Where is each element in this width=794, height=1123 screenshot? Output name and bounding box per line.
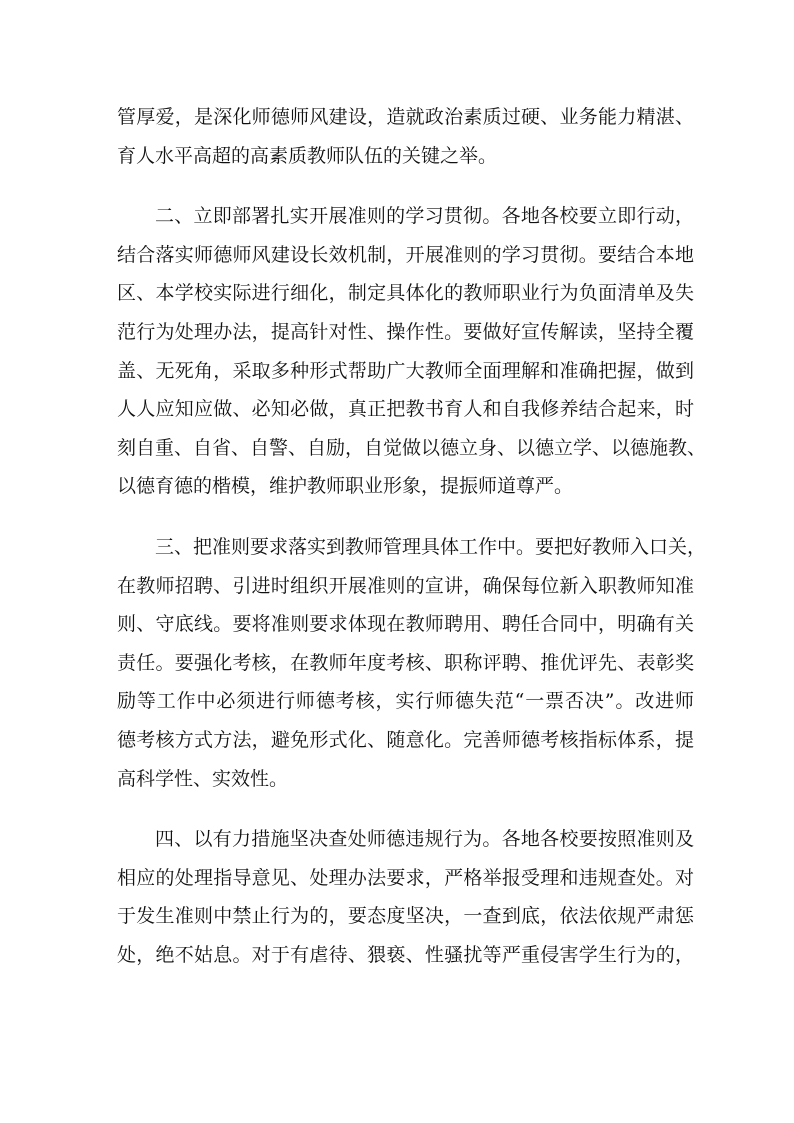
text-line: 励等工作中必须进行师德考核，实行师德失范“一票否决”。改进师 [117,690,694,713]
text-line: 以德育德的楷模，维护教师职业形象，提振师道尊严。 [117,475,574,498]
text-line: 二、立即部署扎实开展准则的学习贯彻。各地各校要立即行动， [155,205,694,228]
paragraph-p3 [117,528,707,798]
text-line: 德考核方式方法，避免形式化、随意化。完善师德考核指标体系，提 [117,728,694,751]
text-line: 范行为处理办法，提高针对性、操作性。要做好宣传解读，坚持全覆 [117,320,694,343]
text-line: 刻自重、自省、自警、自励，自觉做以德立身、以德立学、以德施教、 [117,436,707,459]
text-line: 四、以有力措施坚决查处师德违规行为。各地各校要按照准则及 [155,828,694,851]
paragraph-p4 [117,820,694,974]
text-line: 盖、无死角，采取多种形式帮助广大教师全面理解和准确把握，做到 [117,359,694,382]
text-line: 高科学性、实效性。 [117,767,289,790]
paragraph-p2 [117,197,707,506]
text-line: 管厚爱，是深化师德师风建设，造就政治素质过硬、业务能力精湛、 [117,106,694,128]
text-line: 责任。要强化考核，在教师年度考核、职称评聘、推优评先、表彰奖 [117,651,694,674]
text-line: 三、把准则要求落实到教师管理具体工作中。要把好教师入口关， [155,535,707,558]
text-line: 在教师招聘、引进时组织开展准则的宣讲，确保每位新入职教师知准 [117,574,694,597]
text-line: 区、本学校实际进行细化，制定具体化的教师职业行为负面清单及失 [117,282,694,305]
text-line: 人人应知应做、必知必做，真正把教书育人和自我修养结合起来，时 [117,398,694,421]
text-line: 结合落实师德师风建设长效机制，开展准则的学习贯彻。要结合本地 [117,243,694,266]
text-line: 于发生准则中禁止行为的，要态度坚决，一查到底，依法依规严肃惩 [117,905,694,928]
text-line: 育人水平高超的高素质教师队伍的关键之举。 [117,144,498,167]
text-line: 相应的处理指导意见、处理办法要求，严格举报受理和违规查处。对 [117,866,694,889]
text-line: 则、守底线。要将准则要求体现在教师聘用、聘任合同中，明确有关 [117,613,694,636]
document-body [117,98,707,974]
text-line: 处，绝不姑息。对于有虐待、猥亵、性骚扰等严重侵害学生行为的， [117,943,694,966]
paragraph-p1-continuation [117,98,694,175]
